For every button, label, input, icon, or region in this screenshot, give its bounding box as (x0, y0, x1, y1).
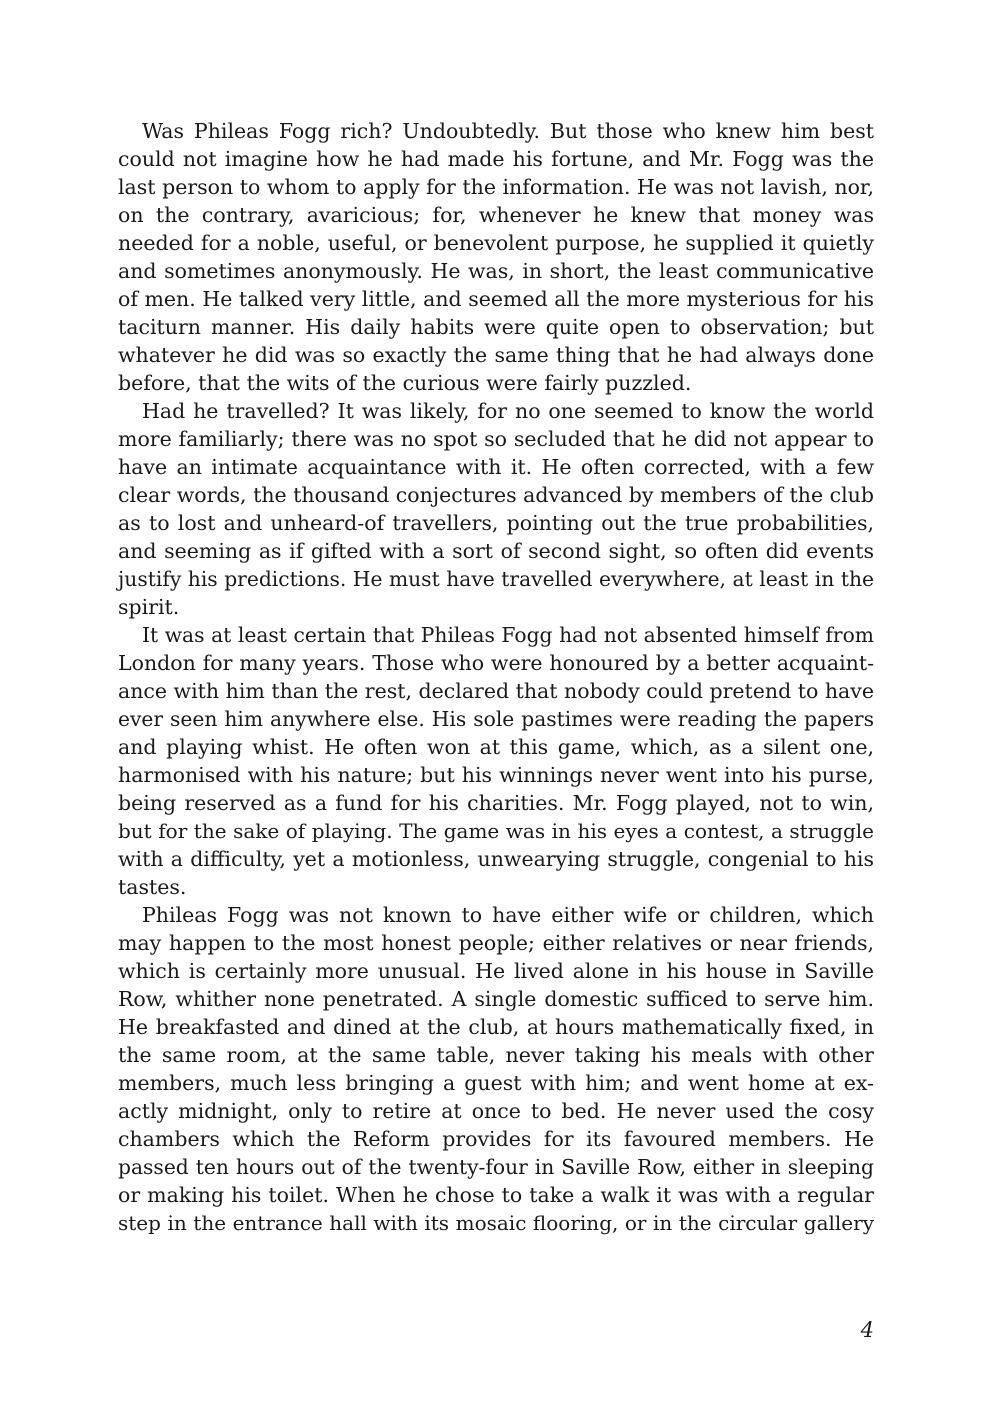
text-line: justify his predictions. He must have travelled everywhere, at least in the (118, 567, 874, 591)
text-line: chambers which the Reform provides for its favoured members. He (118, 1127, 874, 1151)
text-line: and seeming as if gifted with a sort of second sight, so often did events (118, 539, 874, 563)
text-line: Had he travelled? It was likely, for no one seemed to know the world (142, 399, 874, 423)
text-line: ever seen him anywhere else. His sole pastimes were reading the papers (118, 707, 874, 731)
text-line: whatever he did was so exactly the same thing that he had always done (118, 343, 874, 367)
text-line: but for the sake of playing. The game was in his eyes a contest, a struggle (118, 819, 874, 843)
text-line: could not imagine how he had made his fortune, and Mr. Fogg was the (118, 147, 874, 171)
text-line: on the contrary, avaricious; for, whenever he knew that money was (118, 203, 874, 227)
text-line: taciturn manner. His daily habits were quite open to observation; but (118, 315, 874, 339)
text-line: last person to whom to apply for the information. He was not lavish, nor, (118, 175, 874, 199)
paragraph (118, 621, 874, 901)
text-line: more familiarly; there was no spot so secluded that he did not appear to (118, 427, 874, 451)
text-line: ance with him than the rest, declared that nobody could pretend to have (118, 679, 874, 703)
text-line: with a difficulty, yet a motionless, unwearying struggle, congenial to his (118, 847, 874, 871)
text-line: of men. He talked very little, and seemed all the more mysterious for his (118, 287, 874, 311)
text-line: the same room, at the same table, never taking his meals with other (118, 1043, 874, 1067)
text-line: members, much less bringing a guest with him; and went home at ex- (118, 1071, 874, 1095)
text-line: spirit. (118, 595, 180, 619)
paragraph (118, 117, 874, 397)
text-line: and playing whist. He often won at this game, which, as a silent one, (118, 735, 874, 759)
text-line: as to lost and unheard-of travellers, pointing out the true probabilities, (118, 511, 874, 535)
text-line: Row, whither none penetrated. A single domestic sufficed to serve him. (118, 987, 874, 1011)
text-line: Was Phileas Fogg rich? Undoubtedly. But those who knew him best (142, 119, 874, 143)
text-line: being reserved as a fund for his charities. Mr. Fogg played, not to win, (118, 791, 874, 815)
text-line: harmonised with his nature; but his winnings never went into his purse, (118, 763, 874, 787)
page-body (118, 117, 874, 1237)
text-line: before, that the wits of the curious were fairly puzzled. (118, 371, 692, 395)
text-line: step in the entrance hall with its mosaic flooring, or in the circular gallery (118, 1211, 874, 1235)
text-line: clear words, the thousand conjectures advanced by members of the club (118, 483, 874, 507)
text-line: London for many years. Those who were honoured by a better acquaint- (118, 651, 874, 675)
text-line: which is certainly more unusual. He lived alone in his house in Saville (118, 959, 874, 983)
text-line: Phileas Fogg was not known to have either wife or children, which (142, 903, 874, 927)
text-line: He breakfasted and dined at the club, at hours mathematically fixed, in (118, 1015, 874, 1039)
text-line: passed ten hours out of the twenty-four in Saville Row, either in sleeping (118, 1155, 874, 1179)
text-line: actly midnight, only to retire at once to bed. He never used the cosy (118, 1099, 874, 1123)
text-line: It was at least certain that Phileas Fogg had not absented himself from (142, 623, 874, 647)
text-line: and sometimes anonymously. He was, in short, the least communicative (118, 259, 874, 283)
text-line: or making his toilet. When he chose to take a walk it was with a regular (118, 1183, 874, 1207)
text-line: may happen to the most honest people; either relatives or near friends, (118, 931, 874, 955)
paragraph (118, 901, 874, 1237)
text-line: have an intimate acquaintance with it. He often corrected, with a few (118, 455, 874, 479)
page-number: 4 (860, 1318, 874, 1342)
text-line: needed for a noble, useful, or benevolent purpose, he supplied it quietly (118, 231, 874, 255)
paragraph (118, 397, 874, 621)
text-line: tastes. (118, 875, 187, 899)
